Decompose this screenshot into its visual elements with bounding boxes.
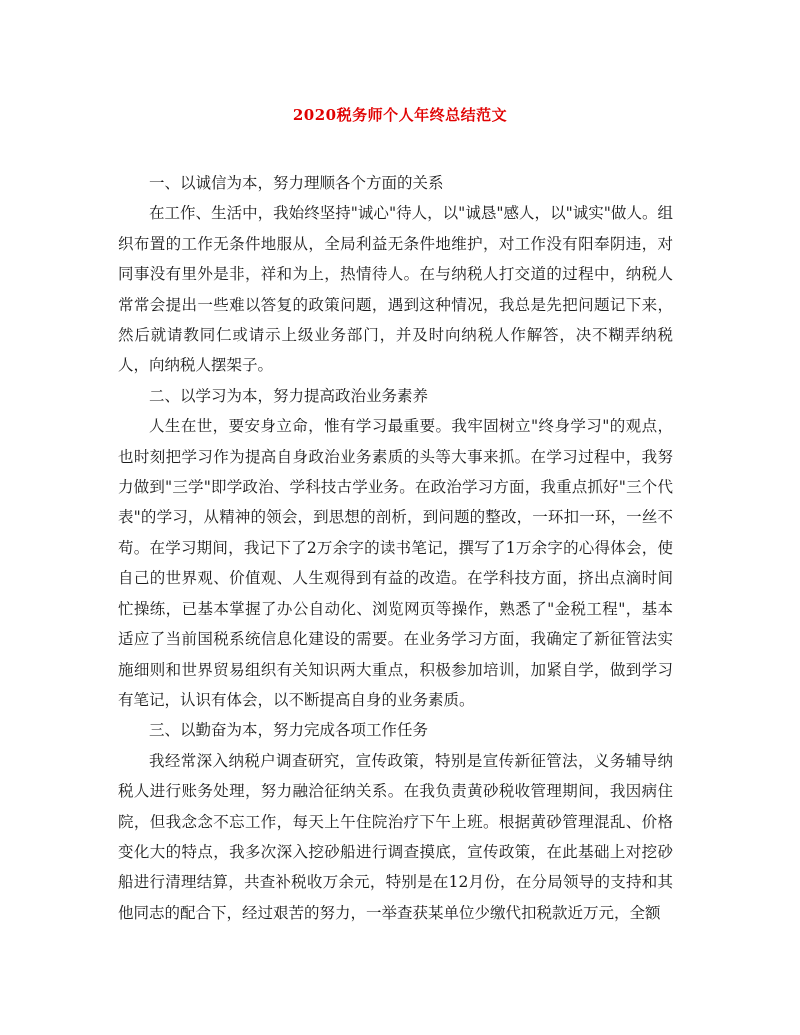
body-paragraph-1: 在工作、生活中，我始终坚持"诚心"待人，以"诚恳"感人，以"诚实"做人。组织布置的工作无条件地服从，全局利益无条件地维护，对工作没有阳奉阴违，对同事没有里外是非，祥和为上，热情待人。在与纳税人打交道的过程中，纳税人常常会提出一些难以答复的政策问题，遇到这种情况，我总是先把问题记下来，然后就请教同仁或请示上级业务部门，并及时向纳税人作解答，决不糊弄纳税人，向纳税人摆架子。 xyxy=(118,204,673,375)
document-title: 2020税务师个人年终总结范文 xyxy=(292,106,508,124)
document-body xyxy=(118,168,673,928)
body-paragraph-3: 我经常深入纳税户调查研究，宣传政策，特别是宣传新征管法，义务辅导纳税人进行账务处理，努力融洽征纳关系。在我负责黄砂税收管理期间，我因病住院，但我念念不忘工作，每天上午住院治疗下午上班。根据黄砂管理混乱、价格变化大的特点，我多次深入挖砂船进行调查摸底，宣传政策，在此基础上对挖砂船进行清理结算，共查补税收万余元，特别是在12月份，在分局领导的支持和其他同志的配合下，经过艰苦的努力，一举查获某单位少缴代扣税款近万元，全额 xyxy=(118,751,673,922)
section-heading-2: 二、以学习为本，努力提高政治业务素养 xyxy=(149,386,429,405)
section-heading-1: 一、以诚信为本，努力理顺各个方面的关系 xyxy=(149,174,444,192)
section-heading-3: 三、以勤奋为本，努力完成各项工作任务 xyxy=(149,721,429,740)
body-paragraph-2: 人生在世，要安身立命，惟有学习最重要。我牢固树立"终身学习"的观点，也时刻把学习作为提高自身政治业务素质的头等大事来抓。在学习过程中，我努力做到"三学"即学政治、学科技古学业务。在政治学习方面，我重点抓好"三个代表"的学习，从精神的领会，到思想的剖析，到问题的整改，一环扣一环，一丝不苟。在学习期间，我记下了2万余字的读书笔记，撰写了1万余字的心得体会，使自己的世界观、价值观、人生观得到有益的改造。在学科技方面，挤出点滴时间忙操练，已基本掌握了办公自动化、浏览网页等操作，熟悉了"金税工程"，基本适应了当前国税系统信息化建设的需要。在业务学习方面，我确定了新征管法实施细则和世界贸易组织有关知识两大重点，积极参加培训，加紧自学，做到学习有笔记，认识有体会，以不断提高自身的业务素质。 xyxy=(118,417,673,709)
